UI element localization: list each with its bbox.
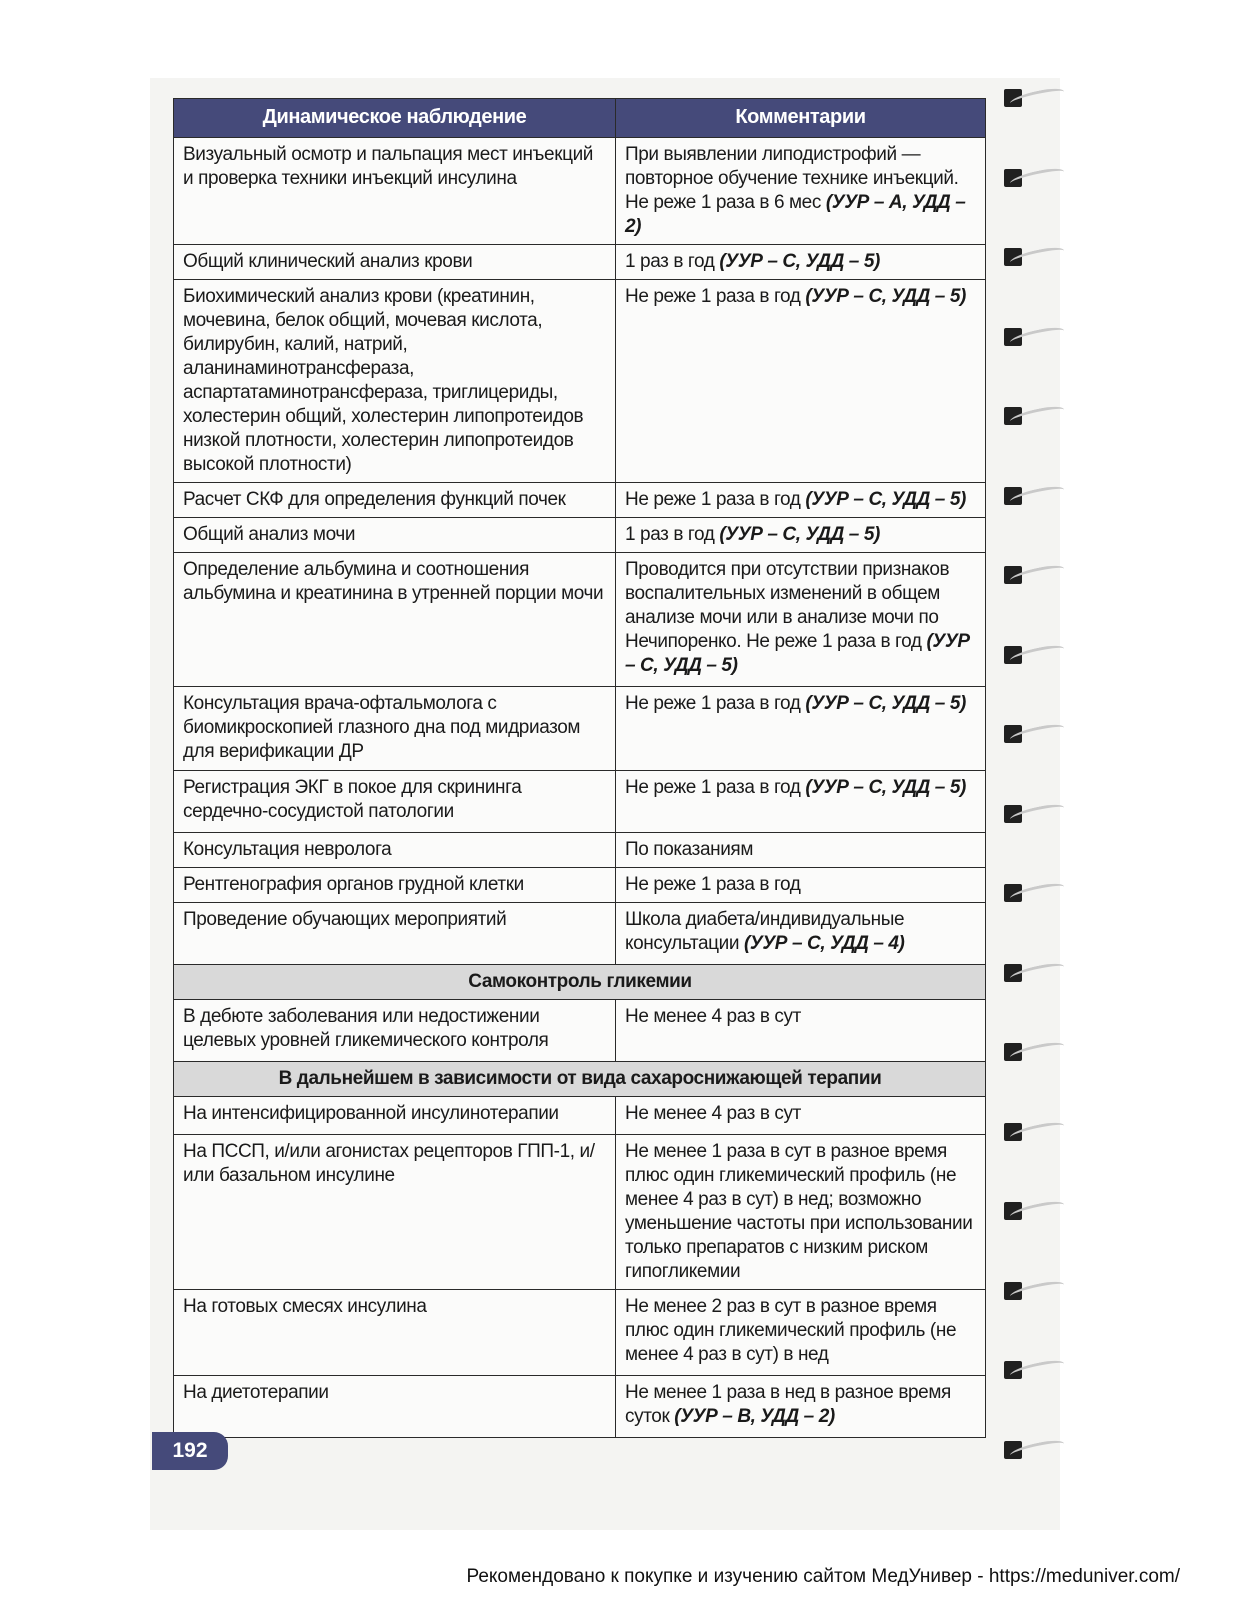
spiral-ring [1000,324,1062,350]
section-row [174,965,986,1000]
evidence-grade: (УУР – С, УДД – 5) [805,489,966,510]
evidence-grade: (УУР – С, УДД – 5) [625,631,970,676]
comment-cell [616,1290,986,1376]
spiral-ring [1000,721,1062,747]
comment-cell [616,1376,986,1438]
observation-cell: Консультация невролога [174,833,616,868]
observation-cell: Проведение обучающих мероприятий [174,903,616,965]
comment-cell [616,1000,986,1062]
spiral-ring [1000,244,1062,270]
table-row [174,280,986,483]
observation-cell: На интенсифицированной инсулинотерапии [174,1097,616,1135]
comment-text: Не реже 1 раза в год [625,286,801,307]
comment-cell [616,687,986,771]
comment-text: По показаниям [625,839,753,860]
comment-text: Не менее 1 раза в сут в разное время плюс один гликемический профиль (не менее 4 раз в сут) в нед; возможно уменьшение частоты при использовании только препаратов с низким риском гипогликемии [625,1141,973,1282]
spiral-ring [1000,880,1062,906]
observation-cell: Биохимический анализ крови (креатинин, мочевина, белок общий, мочевая кислота, билирубин, калий, натрий, аланинаминотрансфераза, аспартатаминотрансфераза, триглицериды, холестерин общий, холестерин липопротеидов низкой плотности, холестерин липопротеидов высокой плотности) [174,280,616,483]
table-row [174,245,986,280]
observation-cell: В дебюте заболевания или недостижении целевых уровней гликемического контроля [174,1000,616,1062]
observation-cell: На готовых смесях инсулина [174,1290,616,1376]
comment-cell [616,771,986,833]
spiral-ring [1000,562,1062,588]
table-row [174,903,986,965]
comment-cell [616,868,986,903]
header-observation: Динамическое наблюдение [174,99,616,138]
spiral-ring [1000,960,1062,986]
spiral-ring [1000,642,1062,668]
table-row [174,1097,986,1135]
table-row [174,553,986,687]
spiral-ring [1000,1278,1062,1304]
comment-text: При выявлении липодистрофий — повторное обучение технике инъекций. Не реже 1 раза в 6 мес [625,144,959,213]
table-row [174,138,986,245]
spiral-ring [1000,1119,1062,1145]
comment-text: Не менее 4 раз в сут [625,1006,801,1027]
section-heading: Самоконтроль гликемии [174,965,986,1000]
table-row [174,1000,986,1062]
comment-cell [616,1097,986,1135]
spiral-ring [1000,165,1062,191]
table-row [174,1290,986,1376]
evidence-grade: (УУР – С, УДД – 5) [805,693,966,714]
header-comments: Комментарии [616,99,986,138]
table-header-row [174,99,986,138]
comment-text: 1 раз в год [625,251,715,272]
spiral-ring [1000,1357,1062,1383]
page-number: 192 [152,1432,228,1470]
comment-cell [616,833,986,868]
table-row [174,687,986,771]
spiral-ring [1000,1437,1062,1463]
table-row [174,1376,986,1438]
comment-text: Школа диабета/индивидуальные консультации [625,909,905,954]
comment-text: Не менее 4 раз в сут [625,1103,801,1124]
table-row [174,833,986,868]
table-row [174,1135,986,1290]
comment-text: Проводится при отсутствии признаков воспалительных изменений в общем анализе мочи или в анализе мочи по Нечипоренко. Не реже 1 раза в год [625,559,950,652]
spiral-ring [1000,85,1062,111]
comment-cell [616,1135,986,1290]
comment-cell [616,553,986,687]
evidence-grade: (УУР – С, УДД – 5) [805,286,966,307]
observation-cell: На диетотерапии [174,1376,616,1438]
spiral-ring [1000,1039,1062,1065]
observation-cell: Регистрация ЭКГ в покое для скрининга сердечно-сосудистой патологии [174,771,616,833]
spiral-ring [1000,483,1062,509]
observation-cell: Общий клинический анализ крови [174,245,616,280]
spiral-binding [1000,85,1070,1525]
observation-cell: Общий анализ мочи [174,518,616,553]
section-row [174,1062,986,1097]
table-row [174,483,986,518]
evidence-grade: (УУР – С, УДД – 5) [719,524,880,545]
evidence-grade: (УУР – С, УДД – 4) [743,933,905,954]
comment-cell [616,138,986,245]
observation-cell: Визуальный осмотр и пальпация мест инъекций и проверка техники инъекций инсулина [174,138,616,245]
footer-text[interactable]: Рекомендовано к покупке и изучению сайтом МедУнивер - https://meduniver.com/ [466,1566,1180,1587]
observation-cell: Рентгенография органов грудной клетки [174,868,616,903]
comment-text: Не реже 1 раза в год [625,777,801,798]
comment-text: Не реже 1 раза в год [625,489,801,510]
spiral-ring [1000,801,1062,827]
comment-cell [616,518,986,553]
observation-cell: Определение альбумина и соотношения альбумина и креатинина в утренней порции мочи [174,553,616,687]
table-row [174,771,986,833]
comment-text: Не реже 1 раза в год [625,874,801,895]
observation-cell: Расчет СКФ для определения функций почек [174,483,616,518]
comment-cell [616,903,986,965]
comment-text: Не менее 2 раз в сут в разное время плюс один гликемический профиль (не менее 4 раз в сут) в нед [625,1296,957,1365]
comment-cell [616,280,986,483]
comment-text: 1 раз в год [625,524,715,545]
spiral-ring [1000,403,1062,429]
section-heading: В дальнейшем в зависимости от вида сахароснижающей терапии [174,1062,986,1097]
evidence-grade: (УУР – С, УДД – 5) [805,777,966,798]
observation-cell: На ПССП, и/или агонистах рецепторов ГПП-1, и/или базальном инсулине [174,1135,616,1290]
table-row [174,518,986,553]
table-row [174,868,986,903]
spiral-ring [1000,1198,1062,1224]
comment-cell [616,483,986,518]
evidence-grade: (УУР – В, УДД – 2) [674,1406,835,1427]
comment-text: Не реже 1 раза в год [625,693,801,714]
comment-text: Не менее 1 раза в нед в разное время суток [625,1382,951,1427]
comment-cell [616,245,986,280]
observation-cell: Консультация врача-офтальмолога с биомикроскопией глазного дна под мидриазом для верификации ДР [174,687,616,771]
monitoring-table [173,98,986,1438]
evidence-grade: (УУР – А, УДД – 2) [625,192,966,237]
evidence-grade: (УУР – С, УДД – 5) [719,251,880,272]
